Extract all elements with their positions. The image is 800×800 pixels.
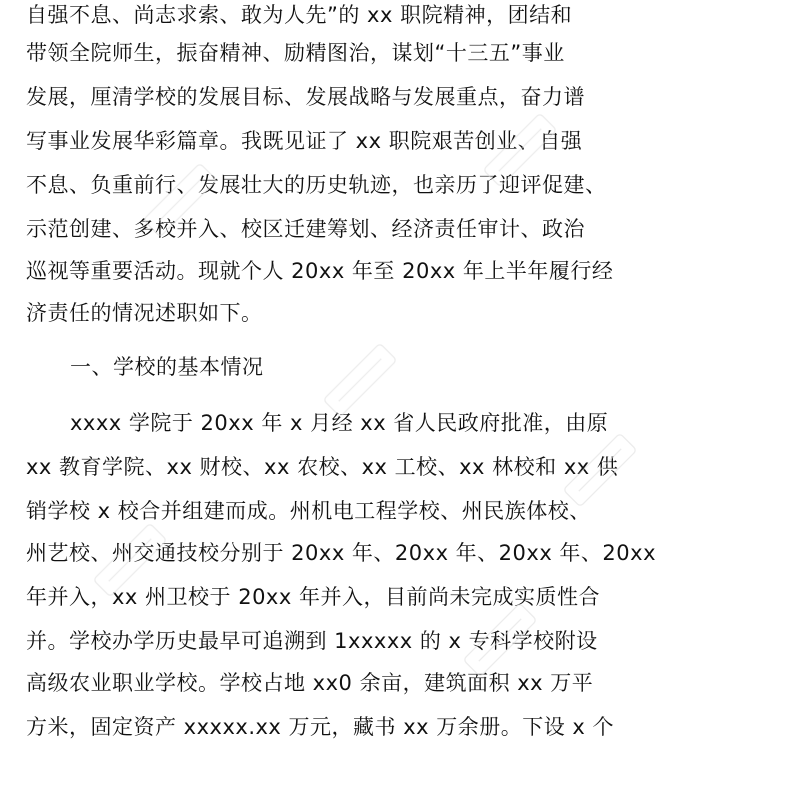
paragraph-line: 销学校 x 校合并组建而成。州机电工程学校、州民族体校、 [26,499,591,523]
section-heading: 一、学校的基本情况 [70,355,264,379]
paragraph-line: 济责任的情况述职如下。 [26,301,263,325]
paragraph-line: 发展，厘清学校的发展目标、发展战略与发展重点，奋力谱 [26,85,585,109]
paragraph-line: 高级农业职业学校。学校占地 xx0 余亩，建筑面积 xx 万平 [26,671,594,695]
paragraph-line: 州艺校、州交通技校分别于 20xx 年、20xx 年、20xx 年、20xx [26,541,657,565]
paragraph-line: 带领全院师生，振奋精神、励精图治，谋划“十三五”事业 [26,41,565,65]
paragraph-line: 自强不息、尚志求索、敢为人先”的 xx 职院精神，团结和 [26,3,573,27]
paragraph-line: 并。学校办学历史最早可追溯到 1xxxxx 的 x 专科学校附设 [26,629,598,653]
paragraph-line: 巡视等重要活动。现就个人 20xx 年至 20xx 年上半年履行经 [26,259,614,283]
paragraph-line: 写事业发展华彩篇章。我既见证了 xx 职院艰苦创业、自强 [26,129,583,153]
paragraph-line: 年并入，xx 州卫校于 20xx 年并入，目前尚未完成实质性合 [26,585,600,609]
paragraph-line: 示范创建、多校并入、校区迁建筹划、经济责任审计、政治 [26,217,585,241]
paragraph-line: xx 教育学院、xx 财校、xx 农校、xx 工校、xx 林校和 xx 供 [26,455,619,479]
paragraph-line: 方米，固定资产 xxxxx.xx 万元，藏书 xx 万余册。下设 x 个 [26,715,615,739]
paragraph-line: xxxx 学院于 20xx 年 x 月经 xx 省人民政府批准，由原 [70,411,609,435]
paragraph-line: 不息、负重前行、发展壮大的历史轨迹，也亲历了迎评促建、 [26,173,607,197]
